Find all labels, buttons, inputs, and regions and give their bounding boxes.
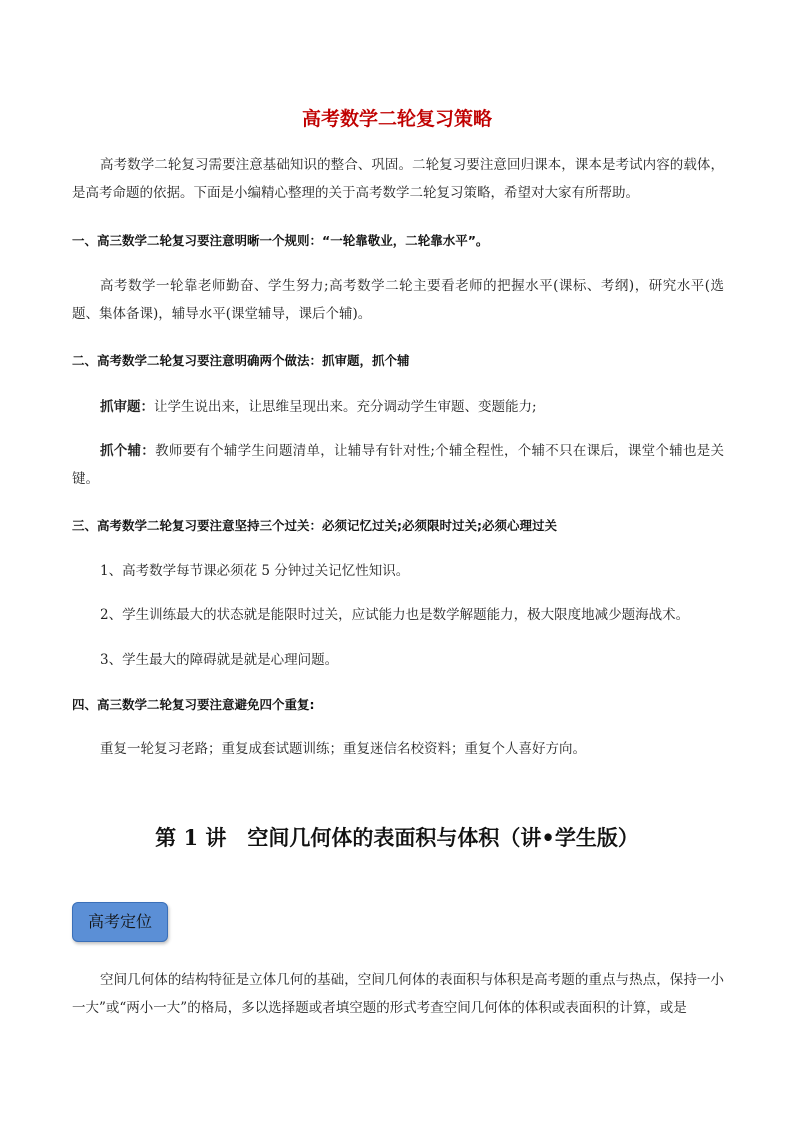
- item-text: 教师要有个辅学生问题清单，让辅导有针对性;个辅全程性，个辅不只在课后，课堂个辅也是关键。: [72, 443, 724, 487]
- section-2-item-2: [72, 437, 724, 493]
- section-1-body: 高考数学一轮靠老师勤奋、学生努力;高考数学二轮主要看老师的把握水平(课标、考纲)，研究水平(选题、集体备课)，辅导水平(课堂辅导，课后个辅)。: [72, 278, 724, 322]
- positioning-paragraph: 空间几何体的结构特征是立体几何的基础，空间几何体的表面积与体积是高考题的重点与热点，保持一小一大”或“两小一大”的格局，多以选择题或者填空题的形式考查空间几何体的体积或表面积的计算，或是: [72, 972, 724, 1016]
- item-label: 抓审题：: [100, 399, 154, 415]
- section-4-body: 重复一轮复习老路；重复成套试题训练；重复迷信名校资料；重复个人喜好方向。: [100, 741, 586, 757]
- item-label: 抓个辅：: [100, 443, 156, 459]
- exam-positioning-badge: 高考定位: [72, 902, 168, 942]
- item-text: 让学生说出来，让思维呈现出来。充分调动学生审题、变题能力;: [154, 399, 537, 415]
- section-4-heading: 四、高三数学二轮复习要注意避免四个重复:: [72, 697, 315, 712]
- list-item: 2、学生训练最大的状态就是能限时过关，应试能力也是数学解题能力，极大限度地减少题海战术。: [100, 607, 690, 623]
- intro-paragraph: 高考数学二轮复习需要注意基础知识的整合、巩固。二轮复习要注意回归课本，课本是考试内容的载体，是高考命题的依据。下面是小编精心整理的关于高考数学二轮复习策略，希望对大家有所帮助。: [72, 157, 724, 201]
- document-title: 高考数学二轮复习策略: [301, 108, 492, 130]
- section-2-item-1: [72, 393, 724, 421]
- section-2-heading: 二、高考数学二轮复习要注意明确两个做法：抓审题，抓个辅: [72, 353, 410, 368]
- list-item: 3、学生最大的障碍就是就是心理问题。: [100, 652, 339, 668]
- list-item: 1、高考数学每节课必须花 5 分钟过关记忆性知识。: [100, 563, 410, 579]
- section-3-heading: 三、高考数学二轮复习要注意坚持三个过关：必须记忆过关;必须限时过关;必须心理过关: [72, 518, 557, 533]
- lecture-title: 第 1 讲 空间几何体的表面积与体积（讲•学生版）: [155, 825, 639, 850]
- section-1-heading: 一、高三数学二轮复习要注意明晰一个规则：“一轮靠敬业，二轮靠水平”。: [72, 233, 489, 248]
